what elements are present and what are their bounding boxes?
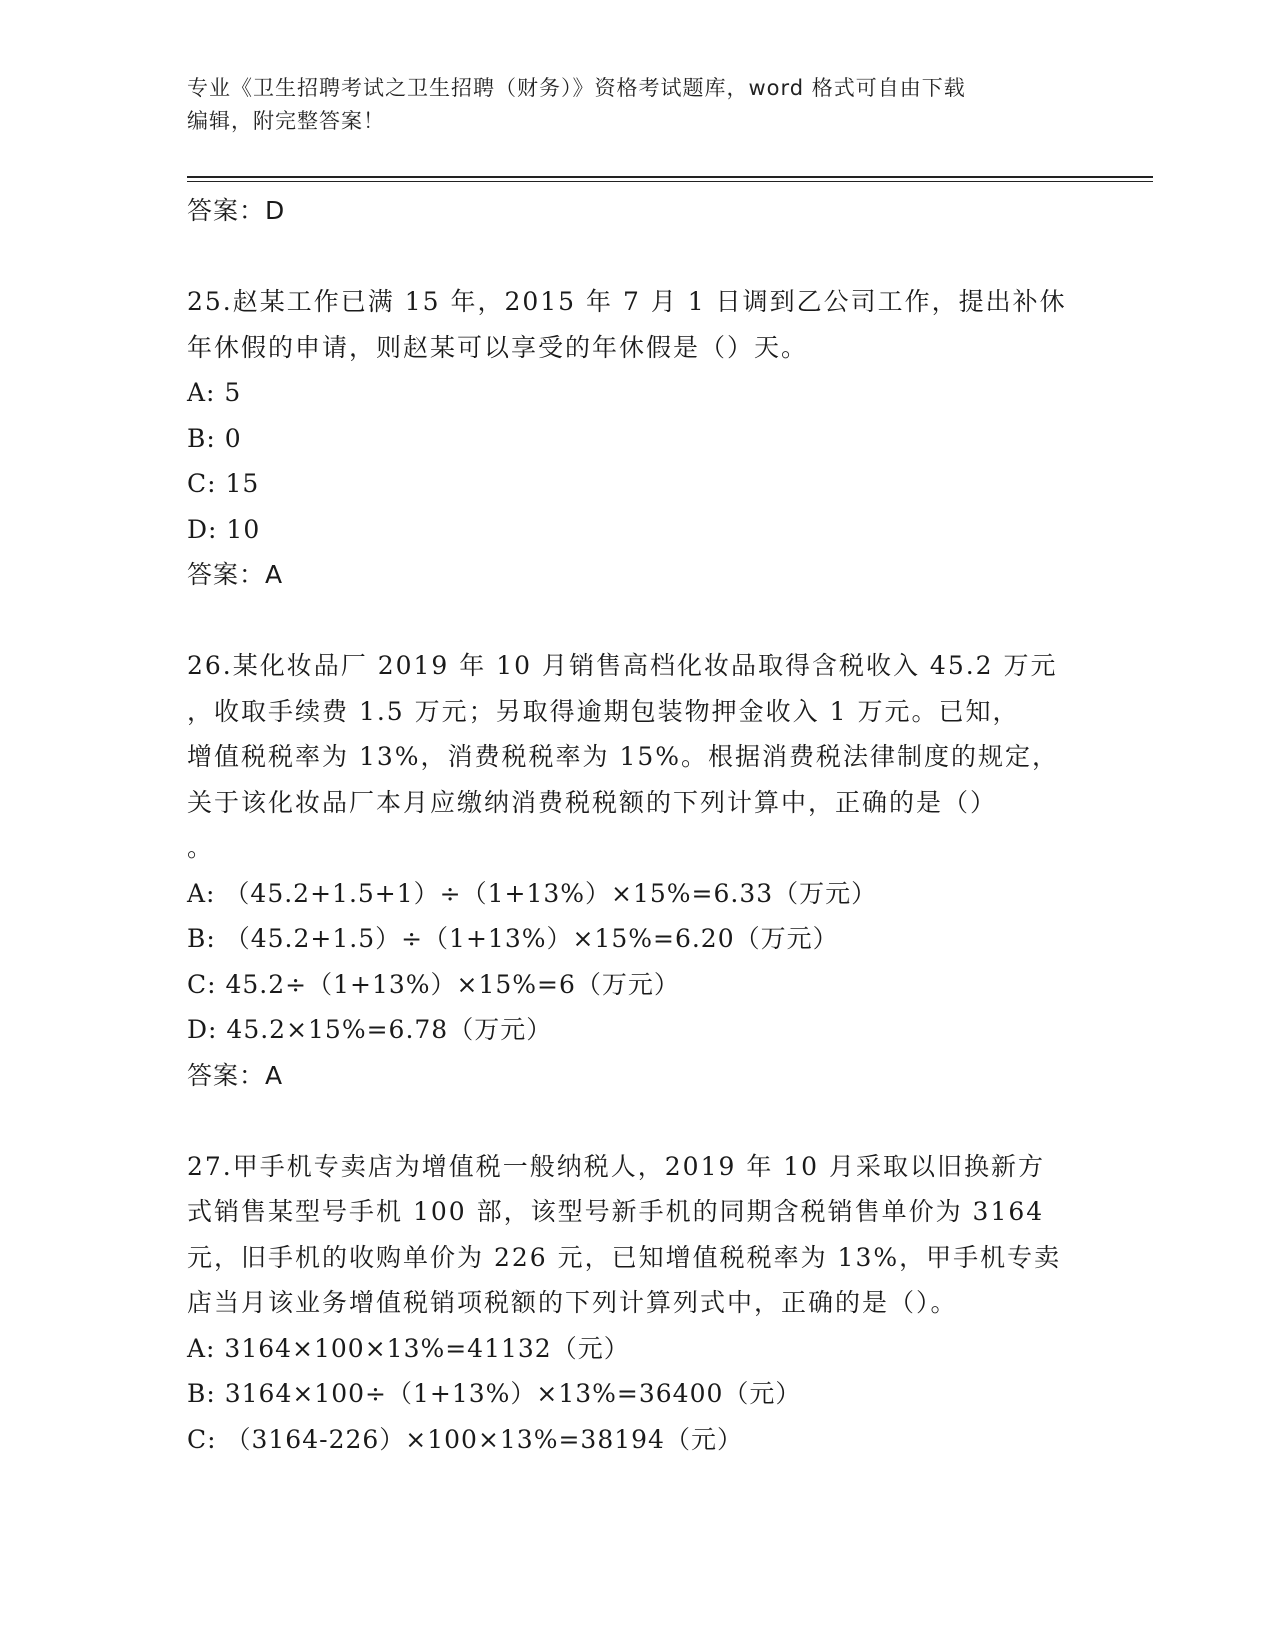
- option-b: B: 3164×100÷（1+13%）×13%=36400（元）: [187, 1379, 802, 1408]
- question-text-line: 年休假的申请，则赵某可以享受的年休假是（）天。: [187, 332, 809, 362]
- document-header: [187, 72, 1087, 138]
- spacer: [187, 233, 1087, 279]
- question-text-line: 关于该化妆品厂本月应缴纳消费税税额的下列计算中，正确的是（）: [187, 787, 998, 817]
- question-text-line: 26.某化妆品厂 2019 年 10 月销售高档化妆品取得含税收入 45.2 万元: [187, 651, 1058, 680]
- option-d: D: 10: [187, 514, 261, 544]
- question-text-line: 27.甲手机专卖店为增值税一般纳税人，2019 年 10 月采取以旧换新方: [187, 1151, 1046, 1181]
- question-text-line: 店当月该业务增值税销项税额的下列计算列式中，正确的是（）。: [187, 1288, 958, 1317]
- option-c: C: 15: [187, 469, 260, 498]
- question-26: [187, 643, 1087, 1098]
- previous-answer: 答案：D: [187, 196, 286, 225]
- option-b: B: 0: [187, 423, 242, 453]
- option-d: D: 45.2×15%=6.78（万元）: [187, 1015, 553, 1044]
- option-a: A: 5: [187, 378, 242, 407]
- option-c: C: （3164-226）×100×13%=38194（元）: [187, 1424, 743, 1454]
- question-25: [187, 279, 1087, 597]
- answer: 答案：A: [187, 560, 284, 589]
- question-27: [187, 1144, 1087, 1463]
- option-a: A: （45.2+1.5+1）÷（1+13%）×15%=6.33（万元）: [187, 878, 878, 908]
- question-text-line: 25.赵某工作已满 15 年，2015 年 7 月 1 日调到乙公司工作，提出补休: [187, 287, 1067, 316]
- question-list: [187, 188, 1087, 1462]
- spacer: [187, 597, 1087, 643]
- question-text-line: 增值税税率为 13%，消费税税率为 15%。根据消费税法律制度的规定，: [187, 742, 1060, 771]
- header-divider-thick: [187, 176, 1153, 178]
- header-line-1: 专业《卫生招聘考试之卫生招聘（财务）》资格考试题库，word 格式可自由下载: [187, 76, 966, 100]
- header-divider-thin: [187, 181, 1153, 182]
- option-c: C: 45.2÷（1+13%）×15%=6（万元）: [187, 969, 680, 999]
- option-a: A: 3164×100×13%=41132（元）: [187, 1333, 630, 1363]
- question-text-line: 元，旧手机的收购单价为 226 元，已知增值税税率为 13%，甲手机专卖: [187, 1242, 1062, 1272]
- option-b: B: （45.2+1.5）÷（1+13%）×15%=6.20（万元）: [187, 924, 839, 953]
- question-text-line: 。: [187, 833, 215, 862]
- answer: 答案：A: [187, 1060, 284, 1090]
- spacer: [187, 1098, 1087, 1144]
- question-text-line: ，收取手续费 1.5 万元；另取得逾期包装物押金收入 1 万元。已知，: [187, 696, 1020, 726]
- header-line-2: 编辑，附完整答案！: [187, 109, 385, 133]
- question-text-line: 式销售某型号手机 100 部，该型号新手机的同期含税销售单价为 3164: [187, 1197, 1045, 1226]
